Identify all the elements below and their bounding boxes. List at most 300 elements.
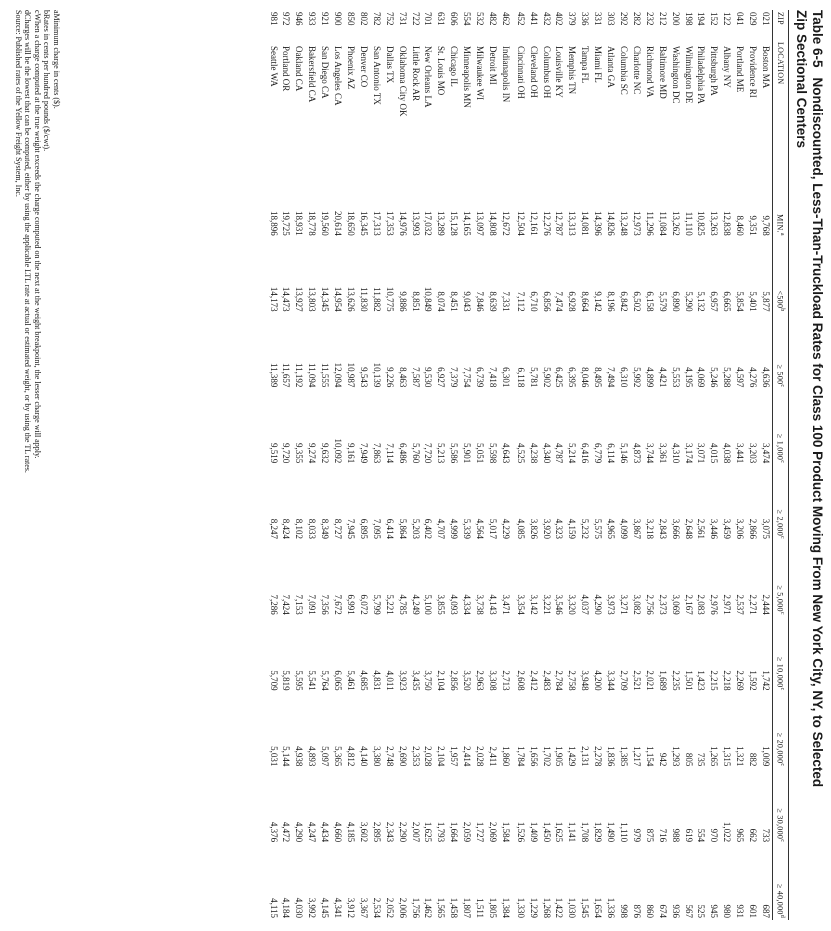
rate-cell: 5,203 bbox=[410, 518, 421, 539]
rate-cell: 5,401 bbox=[748, 291, 759, 312]
rate-cell: 3,218 bbox=[644, 518, 655, 539]
rate-cell: 9,161 bbox=[346, 442, 356, 464]
rate-cell: 3,602 bbox=[358, 821, 369, 843]
rate-cell: 4,707 bbox=[436, 518, 447, 539]
rate-cell: 9,351 bbox=[748, 215, 759, 236]
rate-cell: 5,214 bbox=[567, 442, 578, 464]
rate-cell: 4,831 bbox=[371, 670, 382, 691]
rate-cell: 5,854 bbox=[735, 291, 746, 312]
location-cell: Charlotte NC bbox=[631, 46, 642, 95]
rate-cell: 4,310 bbox=[670, 442, 681, 464]
rate-cell: 4,376 bbox=[268, 821, 279, 843]
rate-cell: 4,200 bbox=[593, 670, 604, 691]
rate-cell: 7,754 bbox=[462, 367, 473, 388]
zip-cell: 731 bbox=[397, 12, 408, 26]
rate-cell: 4,341 bbox=[333, 897, 344, 918]
location-cell: Washington DC bbox=[670, 46, 681, 104]
table-row bbox=[604, 10, 617, 920]
rate-cell: 6,890 bbox=[670, 291, 681, 312]
rate-cell: 13,097 bbox=[475, 211, 486, 236]
location-cell: Detroit MI bbox=[487, 46, 498, 85]
rate-cell: 12,973 bbox=[631, 211, 642, 236]
rate-cell: 980 bbox=[722, 904, 733, 918]
rate-cell: 13,803 bbox=[307, 286, 318, 312]
footnote-a: aMinimum charge in cents ($). bbox=[52, 10, 61, 109]
zip-cell: 921 bbox=[320, 12, 331, 26]
zip-cell: 194 bbox=[696, 12, 707, 26]
rate-cell: 1,584 bbox=[500, 821, 511, 843]
rate-cell: 5,031 bbox=[268, 746, 279, 767]
rate-cell: 10,825 bbox=[696, 211, 707, 236]
rate-cell: 1,592 bbox=[748, 670, 759, 691]
rate-cell: 8,074 bbox=[436, 291, 447, 312]
zip-cell: 554 bbox=[462, 12, 473, 26]
rate-cell: 5,461 bbox=[346, 670, 356, 691]
rate-cell: 2,353 bbox=[410, 746, 421, 767]
rate-cell: 5,760 bbox=[410, 442, 421, 464]
table-row bbox=[473, 10, 486, 920]
location-cell: Wilmington DE bbox=[683, 46, 694, 104]
table-body-eastern bbox=[514, 10, 773, 920]
footnote-b: bRates in cents per hundred pounds ($/cwt). bbox=[42, 10, 52, 152]
rate-cell: 860 bbox=[644, 904, 655, 918]
rate-cell: 1,385 bbox=[619, 746, 630, 767]
location-cell: Louisville KY bbox=[554, 46, 565, 98]
rate-cell: 4,159 bbox=[567, 518, 578, 539]
location-cell: Tampa FL bbox=[580, 46, 591, 84]
zip-cell: 029 bbox=[748, 12, 759, 26]
rate-cell: 5,764 bbox=[320, 670, 331, 691]
location-cell: Oakland CA bbox=[294, 46, 305, 92]
table-row bbox=[318, 10, 331, 920]
rate-cell: 3,380 bbox=[371, 746, 382, 767]
rate-cell: 2,052 bbox=[384, 897, 395, 918]
table-row bbox=[643, 10, 656, 920]
table-row bbox=[514, 10, 527, 920]
rate-cell: 12,672 bbox=[500, 211, 511, 236]
rate-cell: 18,896 bbox=[268, 211, 279, 236]
rate-cell: 1,526 bbox=[515, 821, 526, 843]
table-header bbox=[773, 10, 789, 920]
location-cell: Milwaukee WI bbox=[475, 46, 486, 101]
rate-cell: 12,787 bbox=[554, 211, 565, 236]
rate-cell: 2,895 bbox=[371, 821, 382, 843]
rate-cell: 9,226 bbox=[384, 367, 395, 388]
location-cell: Boston MA bbox=[761, 46, 771, 89]
rate-cell: 17,353 bbox=[384, 211, 395, 236]
zip-cell: 701 bbox=[423, 12, 434, 26]
rate-cell: 4,184 bbox=[281, 897, 292, 918]
location-cell: Portland OR bbox=[281, 46, 292, 92]
rate-cell: 9,519 bbox=[268, 442, 279, 464]
rate-cell: 8,495 bbox=[593, 367, 604, 388]
rate-cell: 7,095 bbox=[371, 518, 382, 539]
rate-cell: 6,842 bbox=[619, 291, 630, 312]
rate-cell: 15,128 bbox=[449, 211, 460, 236]
zip-cell: 282 bbox=[631, 12, 642, 26]
rate-cell: 3,867 bbox=[631, 518, 642, 539]
rate-cell: 7,949 bbox=[358, 442, 369, 464]
rate-cell: 674 bbox=[657, 904, 668, 918]
rate-cell: 3,973 bbox=[606, 594, 617, 615]
rate-cell: 1,009 bbox=[761, 746, 771, 767]
rate-cell: 4,143 bbox=[487, 594, 498, 615]
rate-cell: 6,665 bbox=[722, 291, 733, 312]
rate-cell: 988 bbox=[670, 828, 681, 843]
table-body-western bbox=[267, 10, 514, 920]
rate-cell: 13,262 bbox=[670, 211, 681, 236]
rate-cell: 4,323 bbox=[554, 518, 565, 539]
rate-cell: 11,094 bbox=[307, 362, 318, 388]
rate-cell: 1,330 bbox=[515, 897, 526, 918]
rate-cell: 5,288 bbox=[722, 367, 733, 388]
rate-cell: 2,483 bbox=[541, 670, 552, 691]
rate-cell: 875 bbox=[644, 828, 655, 843]
rate-cell: 19,725 bbox=[281, 211, 292, 236]
rate-cell: 2,521 bbox=[631, 670, 642, 691]
rate-cell: 5,992 bbox=[631, 367, 642, 388]
rate-cell: 6,502 bbox=[631, 291, 642, 312]
rate-cell: 1,793 bbox=[436, 821, 447, 843]
header-min: MIN.$^a$ bbox=[773, 162, 789, 238]
rate-cell: 3,174 bbox=[683, 442, 694, 464]
rate-cell: 2,131 bbox=[580, 746, 591, 767]
rate-cell: 9,142 bbox=[593, 291, 604, 312]
rate-cell: 5,017 bbox=[487, 518, 498, 539]
footnotes bbox=[14, 10, 62, 920]
rate-cell: 2,756 bbox=[644, 594, 655, 615]
rate-cell: 4,643 bbox=[500, 442, 511, 464]
zip-cell: 462 bbox=[500, 12, 511, 26]
rate-cell: 4,660 bbox=[333, 821, 344, 843]
table-row bbox=[447, 10, 460, 920]
rate-cell: 3,520 bbox=[462, 670, 473, 691]
rate-cell: 3,666 bbox=[670, 518, 681, 539]
location-cell: Cleveland OH bbox=[528, 46, 539, 98]
rate-cell: 3,546 bbox=[554, 594, 565, 615]
footnote-d: dCharges will be the lowest that can be computed, either by using the applicable LTL rate at actual or estimated weight, or by using the TL rates. bbox=[23, 10, 33, 473]
rate-cell: 5,144 bbox=[281, 746, 292, 767]
rate-cell: 4,030 bbox=[294, 897, 305, 918]
rate-cell: 965 bbox=[735, 828, 746, 843]
rate-cell: 4,340 bbox=[541, 442, 552, 464]
header-zip: ZIP bbox=[773, 10, 789, 40]
rate-cell: 4,115 bbox=[268, 898, 279, 918]
rate-cell: 1,565 bbox=[436, 897, 447, 918]
rate-cell: 7,114 bbox=[384, 443, 395, 464]
rate-cell: 4,685 bbox=[358, 670, 369, 691]
rate-cell: 998 bbox=[619, 904, 630, 918]
rate-cell: 9,530 bbox=[423, 367, 434, 388]
rate-cell: 5,246 bbox=[709, 367, 720, 388]
table-row bbox=[630, 10, 643, 920]
rate-cell: 2,843 bbox=[657, 518, 668, 539]
rate-cell: 9,355 bbox=[294, 442, 305, 464]
table-row bbox=[578, 10, 591, 920]
rate-cell: 1,265 bbox=[709, 746, 720, 767]
location-cell: San Antonio TX bbox=[371, 46, 382, 105]
location-cell: Columbus OH bbox=[541, 46, 552, 99]
header-5000: ≥ 5,000$^c$ bbox=[773, 541, 789, 617]
rate-cell: 8,196 bbox=[606, 291, 617, 312]
rate-cell: 10,092 bbox=[333, 438, 344, 464]
rate-cell: 4,787 bbox=[554, 442, 565, 464]
rate-cell: 3,826 bbox=[528, 518, 539, 539]
rate-cell: 7,331 bbox=[500, 291, 511, 312]
rate-cell: 1,141 bbox=[567, 821, 578, 843]
rate-cell: 3,142 bbox=[528, 594, 539, 615]
rate-cell: 2,713 bbox=[500, 670, 511, 691]
rate-cell: 4,099 bbox=[619, 518, 630, 539]
rate-cell: 4,038 bbox=[722, 442, 733, 464]
rate-cell: 1,229 bbox=[528, 897, 539, 918]
rate-cell: 6,991 bbox=[346, 594, 356, 615]
zip-cell: 122 bbox=[722, 12, 733, 26]
rate-cell: 8,851 bbox=[410, 291, 421, 312]
location-cell: Pittsburgh PA bbox=[709, 46, 720, 96]
zip-cell: 212 bbox=[657, 12, 668, 26]
rate-cell: 3,367 bbox=[358, 897, 369, 918]
rate-cell: 3,361 bbox=[657, 442, 668, 464]
rate-cell: 11,192 bbox=[294, 362, 305, 388]
table-row bbox=[292, 10, 305, 920]
rate-cell: 662 bbox=[748, 828, 759, 843]
table-row bbox=[331, 10, 344, 920]
zip-cell: 782 bbox=[371, 12, 382, 26]
rate-cell: 6,301 bbox=[500, 367, 511, 388]
table-row bbox=[422, 10, 435, 920]
rate-cell: 4,195 bbox=[683, 367, 694, 388]
rate-cell: 6,395 bbox=[567, 367, 578, 388]
rate-cell: 3,446 bbox=[709, 518, 720, 539]
rate-cell: 805 bbox=[683, 752, 694, 767]
rate-cell: 9,043 bbox=[462, 291, 473, 312]
rate-cell: 6,416 bbox=[580, 442, 591, 464]
rate-cell: 5,132 bbox=[696, 291, 707, 312]
header-500: ≥ $500^c$ bbox=[773, 314, 789, 390]
rate-cell: 1,545 bbox=[580, 897, 591, 918]
rate-cell: 4,938 bbox=[294, 746, 305, 767]
rate-cell: 11,555 bbox=[320, 362, 331, 388]
rate-cell: 1,625 bbox=[423, 821, 434, 843]
rate-cell: 7,112 bbox=[515, 291, 526, 312]
rate-cell: 12,094 bbox=[333, 362, 344, 388]
rate-cell: 2,083 bbox=[696, 594, 707, 615]
table-row bbox=[434, 10, 447, 920]
rate-cell: 7,494 bbox=[606, 367, 617, 388]
rate-cell: 716 bbox=[657, 828, 668, 843]
rate-cell: 970 bbox=[709, 828, 720, 843]
header-30000: ≥ 30,000$^c$ bbox=[773, 768, 789, 844]
rate-cell: 2,373 bbox=[657, 594, 668, 615]
rate-cell: 1,836 bbox=[606, 746, 617, 767]
table-row bbox=[499, 10, 514, 920]
rate-cell: 4,434 bbox=[320, 821, 331, 843]
rate-cell: 5,553 bbox=[670, 367, 681, 388]
rate-cell: 4,238 bbox=[528, 442, 539, 464]
rate-cell: 1,321 bbox=[735, 746, 746, 767]
rate-cell: 4,011 bbox=[384, 670, 395, 691]
footnote-c: cWhen a charge computed at the true weight exceeds the charge computed on the next at the weight breakpoint, the lesser charge will apply. bbox=[33, 10, 42, 459]
rate-cell: 2,271 bbox=[748, 594, 759, 615]
rate-cell: 1,450 bbox=[541, 821, 552, 843]
rate-cell: 14,473 bbox=[281, 286, 292, 312]
rate-cell: 6,710 bbox=[528, 291, 539, 312]
rate-cell: 6,486 bbox=[397, 442, 408, 464]
header-2000: ≥ 2,000$^c$ bbox=[773, 465, 789, 541]
rate-cell: 3,069 bbox=[670, 594, 681, 615]
zip-cell: 752 bbox=[384, 12, 395, 26]
rate-cell: 882 bbox=[748, 752, 759, 767]
zip-cell: 152 bbox=[709, 12, 720, 26]
rate-cell: 6,414 bbox=[384, 518, 395, 539]
location-cell: Indianapolis IN bbox=[500, 46, 511, 103]
table-row bbox=[409, 10, 422, 920]
rate-cell: 2,748 bbox=[384, 746, 395, 767]
location-cell: Denver CO bbox=[358, 46, 369, 88]
rate-cell: 3,912 bbox=[346, 897, 356, 918]
rate-cell: 3,744 bbox=[644, 442, 655, 464]
rate-cell: 2,648 bbox=[683, 518, 694, 539]
rate-cell: 4,185 bbox=[346, 821, 356, 843]
location-cell: Seattle WA bbox=[268, 46, 279, 87]
rate-cell: 12,276 bbox=[541, 211, 552, 236]
header-10000: ≥ 10,000$^c$ bbox=[773, 617, 789, 693]
rate-cell: 9,274 bbox=[307, 442, 318, 464]
rate-cell: 4,999 bbox=[449, 518, 460, 539]
zip-cell: 850 bbox=[346, 12, 356, 26]
rate-cell: 18,931 bbox=[294, 211, 305, 236]
location-cell: Memphis TN bbox=[567, 46, 578, 95]
table-row bbox=[682, 10, 695, 920]
rate-cell: 2,758 bbox=[567, 670, 578, 691]
table-row bbox=[553, 10, 566, 920]
rate-cell: 14,826 bbox=[606, 211, 617, 236]
rate-cell: 11,882 bbox=[371, 287, 382, 312]
rate-cell: 13,626 bbox=[346, 286, 356, 312]
zip-cell: 021 bbox=[761, 12, 771, 26]
rate-cell: 1,501 bbox=[683, 670, 694, 691]
rate-cell: 5,097 bbox=[320, 746, 331, 767]
rate-cell: 4,249 bbox=[410, 594, 421, 615]
location-cell: San Diego CA bbox=[320, 46, 331, 99]
location-cell: Baltimore MD bbox=[657, 46, 668, 99]
rate-cell: 2,059 bbox=[462, 821, 473, 843]
rate-cell: 5,100 bbox=[423, 594, 434, 615]
header-20000: ≥ 20,000$^c$ bbox=[773, 693, 789, 769]
rate-cell: 1,511 bbox=[475, 898, 486, 918]
zip-cell: 972 bbox=[281, 12, 292, 26]
rate-cell: 5,339 bbox=[462, 518, 473, 539]
rate-cell: 17,313 bbox=[371, 211, 382, 236]
zip-cell: 981 bbox=[268, 12, 279, 26]
rate-cell: 4,597 bbox=[735, 367, 746, 388]
rate-cell: 4,085 bbox=[515, 518, 526, 539]
rate-cell: 7,091 bbox=[307, 594, 318, 615]
rate-cell: 4,229 bbox=[500, 518, 511, 539]
rate-cell: 17,032 bbox=[423, 211, 434, 236]
rate-cell: 2,537 bbox=[735, 594, 746, 615]
rate-cell: 18,778 bbox=[307, 211, 318, 236]
rate-cell: 14,173 bbox=[268, 286, 279, 312]
rate-cell: 13,927 bbox=[294, 286, 305, 312]
rate-cell: 19,560 bbox=[320, 211, 331, 236]
rate-cell: 7,846 bbox=[475, 291, 486, 312]
zip-cell: 900 bbox=[333, 12, 344, 26]
table-row bbox=[759, 10, 772, 920]
rate-cell: 11,084 bbox=[657, 211, 668, 236]
rate-cell: 11,296 bbox=[644, 211, 655, 236]
rate-cell: 10,987 bbox=[346, 362, 356, 388]
rate-cell: 4,525 bbox=[515, 442, 526, 464]
rate-cell: 7,356 bbox=[320, 594, 331, 615]
rate-cell: 554 bbox=[696, 828, 707, 843]
rate-cell: 5,232 bbox=[580, 518, 591, 539]
rate-cell: 4,899 bbox=[644, 367, 655, 388]
rate-cell: 2,235 bbox=[670, 670, 681, 691]
zip-cell: 452 bbox=[515, 12, 526, 26]
rate-cell: 6,895 bbox=[358, 518, 369, 539]
rate-cell: 6,118 bbox=[515, 367, 526, 388]
rate-cell: 2,963 bbox=[475, 670, 486, 691]
rate-cell: 3,948 bbox=[580, 670, 591, 691]
rate-cell: 3,221 bbox=[541, 594, 552, 615]
rate-cell: 5,221 bbox=[384, 594, 395, 615]
zip-cell: 232 bbox=[644, 12, 655, 26]
rate-cell: 4,564 bbox=[475, 518, 486, 539]
location-cell: Little Rock AR bbox=[410, 46, 421, 101]
zip-cell: 200 bbox=[670, 12, 681, 26]
table-title bbox=[809, 10, 825, 920]
rate-cell: 4,140 bbox=[358, 746, 369, 767]
rate-cell: 12,504 bbox=[515, 211, 526, 236]
rate-cell: 6,927 bbox=[436, 367, 447, 388]
rate-cell: 2,290 bbox=[397, 821, 408, 843]
rate-cell: 2,690 bbox=[397, 746, 408, 767]
rate-cell: 11,389 bbox=[268, 362, 279, 388]
zip-cell: 432 bbox=[541, 12, 552, 26]
table-title-block bbox=[793, 10, 825, 920]
rate-cell: 1,293 bbox=[670, 746, 681, 767]
table-row bbox=[591, 10, 604, 920]
zip-cell: 379 bbox=[567, 12, 578, 26]
rate-cell: 1,664 bbox=[449, 821, 460, 843]
rate-cell: 687 bbox=[761, 904, 771, 918]
rate-cell: 3,344 bbox=[606, 670, 617, 691]
rate-cell: 2,104 bbox=[436, 746, 447, 767]
source-note: Source: Published rates of the Yellow Freight System, Inc. bbox=[14, 10, 23, 197]
rate-cell: 1,756 bbox=[410, 897, 421, 918]
rate-cell: 5,781 bbox=[528, 367, 539, 388]
rate-cell: 5,213 bbox=[436, 442, 447, 464]
rate-cell: 10,849 bbox=[423, 286, 434, 312]
zip-cell: 336 bbox=[580, 12, 591, 26]
rate-cell: 16,345 bbox=[358, 211, 369, 236]
zip-cell: 802 bbox=[358, 12, 369, 26]
rate-cell: 1,490 bbox=[606, 821, 617, 843]
location-cell: Oklahoma City OK bbox=[397, 46, 408, 117]
rate-cell: 3,206 bbox=[735, 518, 746, 539]
zip-cell: 722 bbox=[410, 12, 421, 26]
rate-cell: 1,784 bbox=[515, 746, 526, 767]
rate-cell: 7,720 bbox=[423, 442, 434, 464]
table-row bbox=[357, 10, 370, 920]
rate-cell: 9,543 bbox=[358, 367, 369, 388]
table-row bbox=[267, 10, 280, 920]
table-subtitle: Zip Sectional Centers bbox=[794, 10, 809, 149]
table-row bbox=[746, 10, 759, 920]
rate-cell: 12,161 bbox=[528, 211, 539, 236]
